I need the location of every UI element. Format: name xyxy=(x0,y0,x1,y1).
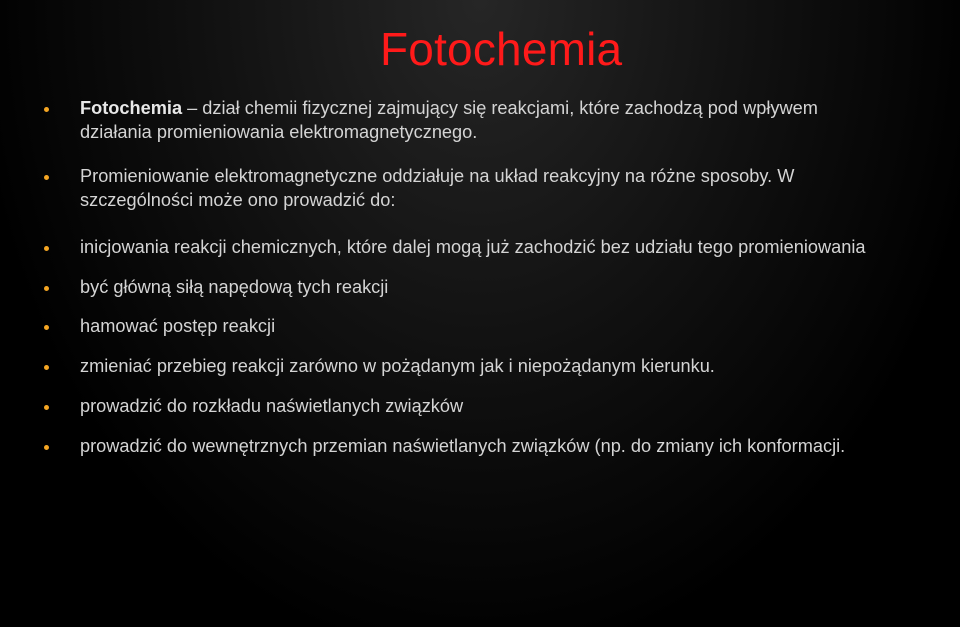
bullet-text: inicjowania reakcji chemicznych, które dalej mogą już zachodzić bez udziału tego promieniowania xyxy=(80,237,866,257)
bullet-item-change-course xyxy=(44,354,944,378)
bullet-bold-term: Fotochemia xyxy=(80,98,183,118)
bullet-item-conformation xyxy=(44,434,944,458)
bullet-text: – dział chemii fizycznej zajmujący się reakcjami, które zachodzą pod wpływem xyxy=(182,98,818,118)
slide-title: Fotochemia xyxy=(380,23,623,75)
bullet-text: prowadzić do rozkładu naświetlanych związków xyxy=(80,396,464,416)
bullet-dot-icon xyxy=(44,246,49,251)
bullet-dot-icon xyxy=(44,365,49,370)
bullet-item-decomposition xyxy=(44,394,944,418)
bullet-text: być główną siłą napędową tych reakcji xyxy=(80,277,389,297)
bullet-item-definition xyxy=(44,96,944,144)
bullet-dot-icon xyxy=(44,286,49,291)
bullet-dot-icon xyxy=(44,405,49,410)
bullet-item-inhibit xyxy=(44,314,944,338)
bullet-text: prowadzić do wewnętrznych przemian naświetlanych związków (np. do zmiany ich konformacji. xyxy=(80,436,846,456)
bullet-text: hamować postęp reakcji xyxy=(80,316,276,336)
bullet-item-initiate xyxy=(44,235,944,259)
bullet-text-continuation: szczególności może ono prowadzić do: xyxy=(80,190,396,210)
bullet-item-radiation xyxy=(44,164,944,212)
bullet-text-continuation: działania promieniowania elektromagnetycznego. xyxy=(80,122,478,142)
bullet-list xyxy=(44,96,944,458)
bullet-text: zmieniać przebieg reakcji zarówno w pożądanym jak i niepożądanym kierunku. xyxy=(80,356,715,376)
bullet-item-driving-force xyxy=(44,275,944,299)
bullet-text: Promieniowanie elektromagnetyczne oddziałuje na układ reakcyjny na różne sposoby. W xyxy=(80,166,795,186)
bullet-dot-icon xyxy=(44,175,49,180)
bullet-dot-icon xyxy=(44,325,49,330)
bullet-dot-icon xyxy=(44,445,49,450)
bullet-dot-icon xyxy=(44,107,49,112)
